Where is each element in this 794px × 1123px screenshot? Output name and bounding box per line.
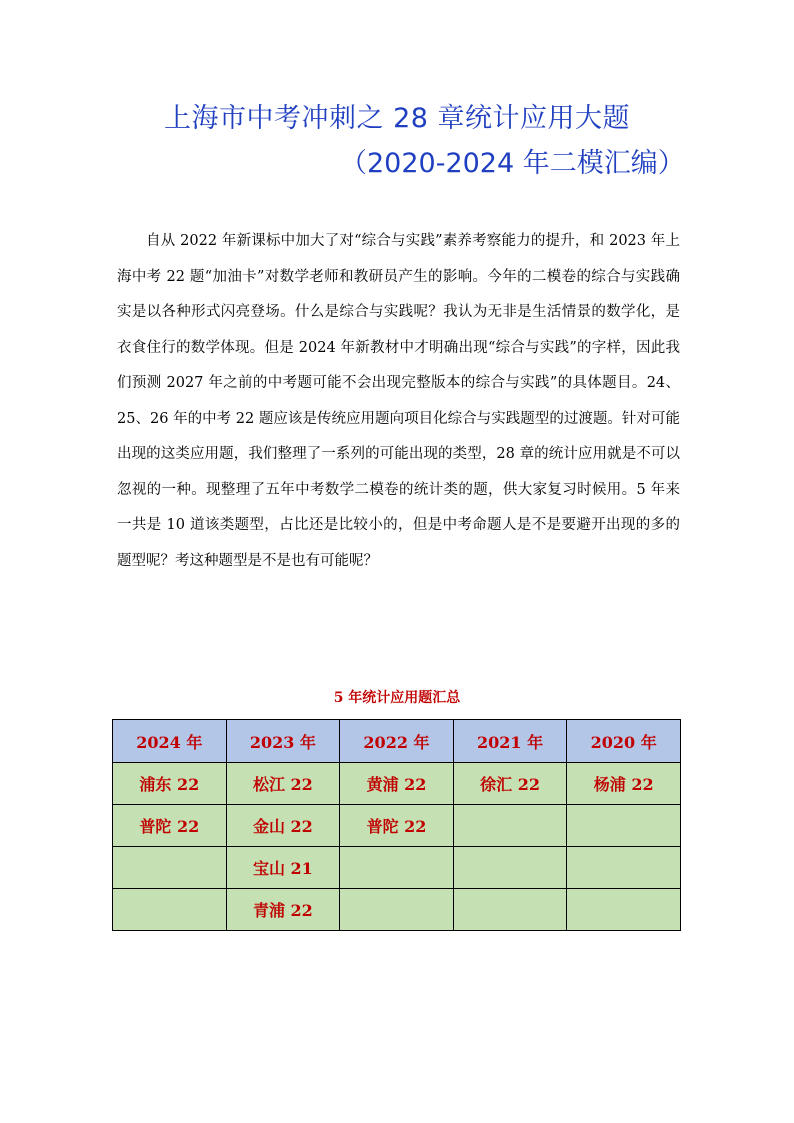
table-row bbox=[113, 805, 681, 847]
document-title: 上海市中考冲刺之 28 章统计应用大题 bbox=[163, 103, 631, 134]
intro-paragraph: 自从 2022 年新课标中加大了对“综合与实践”素养考察能力的提升，和 2023 年上海中考 22 题“加油卡”对数学老师和教研员产生的影响。今年的二模卷的综合与实践确实是以各种形式闪亮登场。什么是综合与实践呢？我认为无非是生活情景的数学化，是衣食住行的数学体现。但是 2024 年新教材中才明确出现“综合与实践”的字样，因此我们预测 2027 年之前的中考题可能不会出现完整版本的综合与实践”的具体题目。24、25、26 年的中考 22 题应该是传统应用题向项目化综合与实践题型的过渡题。针对可能出现的这类应用题，我们整理了一系列的可能出现的类型，28 章的统计应用就是不可以忽视的一种。现整理了五年中考数学二模卷的统计类的题，供大家复习时候用。5 年来一共是 10 道该类题型，占比还是比较小的，但是中考命题人是不是要避开出现的多的题型呢？考这种题型是不是也有可能呢？ bbox=[117, 233, 680, 569]
table-cell bbox=[340, 847, 454, 889]
table-cell: 黄浦 22 bbox=[340, 763, 454, 805]
table-cell bbox=[453, 889, 567, 931]
table-cell bbox=[453, 805, 567, 847]
summary-table bbox=[112, 719, 681, 931]
header-cell: 2022 年 bbox=[340, 720, 454, 763]
header-cell: 2024 年 bbox=[113, 720, 227, 763]
header-cell: 2020 年 bbox=[567, 720, 681, 763]
table-cell bbox=[567, 889, 681, 931]
table-cell bbox=[567, 805, 681, 847]
table-cell: 浦东 22 bbox=[113, 763, 227, 805]
table-row bbox=[113, 763, 681, 805]
table-cell: 徐汇 22 bbox=[453, 763, 567, 805]
table-cell: 杨浦 22 bbox=[567, 763, 681, 805]
table-cell: 松江 22 bbox=[226, 763, 340, 805]
document-subtitle: （2020-2024 年二模汇编） bbox=[340, 148, 685, 179]
table-cell: 宝山 21 bbox=[226, 847, 340, 889]
table-row bbox=[113, 889, 681, 931]
table-cell bbox=[113, 889, 227, 931]
table-cell bbox=[340, 889, 454, 931]
table-row bbox=[113, 847, 681, 889]
table-cell: 普陀 22 bbox=[113, 805, 227, 847]
header-cell: 2021 年 bbox=[453, 720, 567, 763]
table-cell: 青浦 22 bbox=[226, 889, 340, 931]
table-cell bbox=[567, 847, 681, 889]
table-cell bbox=[113, 847, 227, 889]
table-header-row bbox=[113, 720, 681, 763]
table-title: 5 年统计应用题汇总 bbox=[333, 690, 461, 706]
table-cell: 金山 22 bbox=[226, 805, 340, 847]
table-cell bbox=[453, 847, 567, 889]
table-cell: 普陀 22 bbox=[340, 805, 454, 847]
header-cell: 2023 年 bbox=[226, 720, 340, 763]
